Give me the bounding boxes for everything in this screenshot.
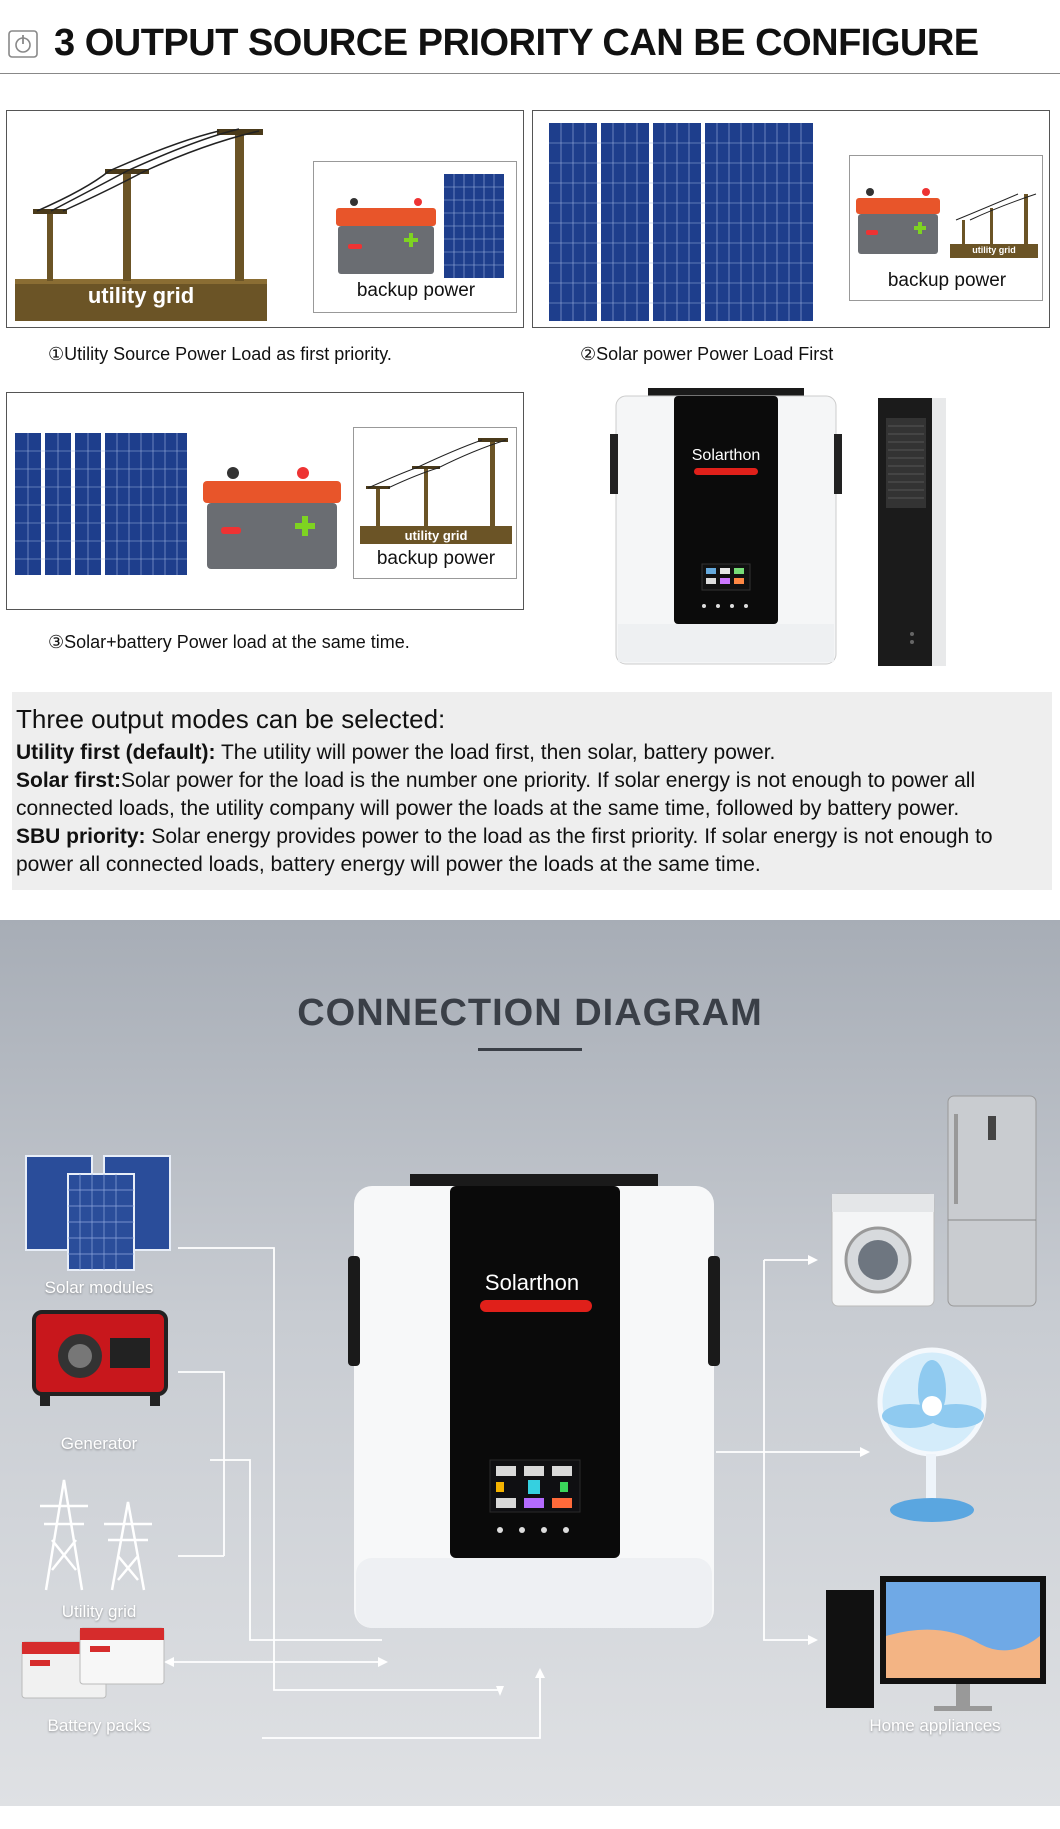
mode-sbu-priority [16, 823, 1048, 879]
priority-caption-1: ①Utility Source Power Load as first priority. [48, 344, 392, 364]
priority-panel-solar [532, 110, 1050, 328]
washing-machine-icon [832, 1194, 934, 1306]
backup-inset [849, 155, 1043, 301]
fan-icon [880, 1350, 984, 1522]
backup-label: backup power [887, 270, 1007, 291]
grid-label: utility grid [972, 245, 1016, 255]
source-label-battery: Battery packs [47, 1716, 151, 1735]
inverter-front-photo [606, 388, 846, 670]
page-title: 3 OUTPUT SOURCE PRIORITY CAN BE CONFIGURE [54, 22, 979, 64]
diagram-artwork [0, 920, 1060, 1806]
source-label-generator: Generator [60, 1434, 138, 1453]
priority-panel-utility [6, 110, 524, 328]
brand-logo-small: Solarthon [691, 447, 761, 464]
grid-label: utility grid [404, 528, 468, 543]
backup-inset [353, 427, 517, 579]
backup-label: backup power [376, 548, 496, 569]
mode-text: The utility will power the load first, then solar, battery power. [215, 741, 776, 764]
mode-solar-first [16, 767, 1048, 823]
header-divider [0, 73, 1060, 74]
page-header [0, 0, 1060, 74]
refrigerator-icon [948, 1096, 1036, 1306]
loads-label: Home appliances [869, 1716, 1001, 1735]
grid-label: utility grid [87, 283, 195, 308]
diagram-title: CONNECTION DIAGRAM [297, 992, 763, 1034]
connection-diagram [0, 920, 1060, 1806]
mode-text: Solar power for the load is the number one priority. If solar energy is not enough to power all connected loads, the utility company will power the loads at the same time, followed by battery power. [16, 769, 976, 820]
source-label-utility: Utility grid [61, 1602, 137, 1621]
battery-packs-icon [22, 1628, 164, 1698]
output-modes-box [12, 692, 1052, 890]
priority-caption-2: ②Solar power Power Load First [580, 344, 834, 364]
modes-heading: Three output modes can be selected: [16, 704, 446, 734]
brand-logo: Solarthon [484, 1270, 580, 1295]
backup-label: backup power [356, 280, 476, 301]
inverter-side-photo [872, 398, 952, 668]
priority-panel-sbu [6, 392, 524, 610]
priority-caption-3: ③Solar+battery Power load at the same time. [48, 632, 410, 652]
mode-text: Solar energy provides power to the load as the first priority. If solar energy is not enough to power all connected loads, battery energy will power the loads at the same time. [16, 825, 993, 876]
power-icon [8, 30, 38, 58]
utility-towers-icon [40, 1480, 152, 1590]
mode-term: Solar first: [16, 769, 122, 792]
generator-icon [34, 1312, 166, 1406]
inverter-main-image [348, 1174, 720, 1628]
mode-term: Utility first (default): [16, 741, 216, 764]
mode-term: SBU priority: [16, 825, 146, 848]
source-label-solar: Solar modules [44, 1278, 154, 1297]
mode-utility-first [16, 739, 1048, 767]
solar-modules-icon [26, 1156, 170, 1270]
backup-inset [313, 161, 517, 313]
computer-icon [826, 1576, 1046, 1711]
